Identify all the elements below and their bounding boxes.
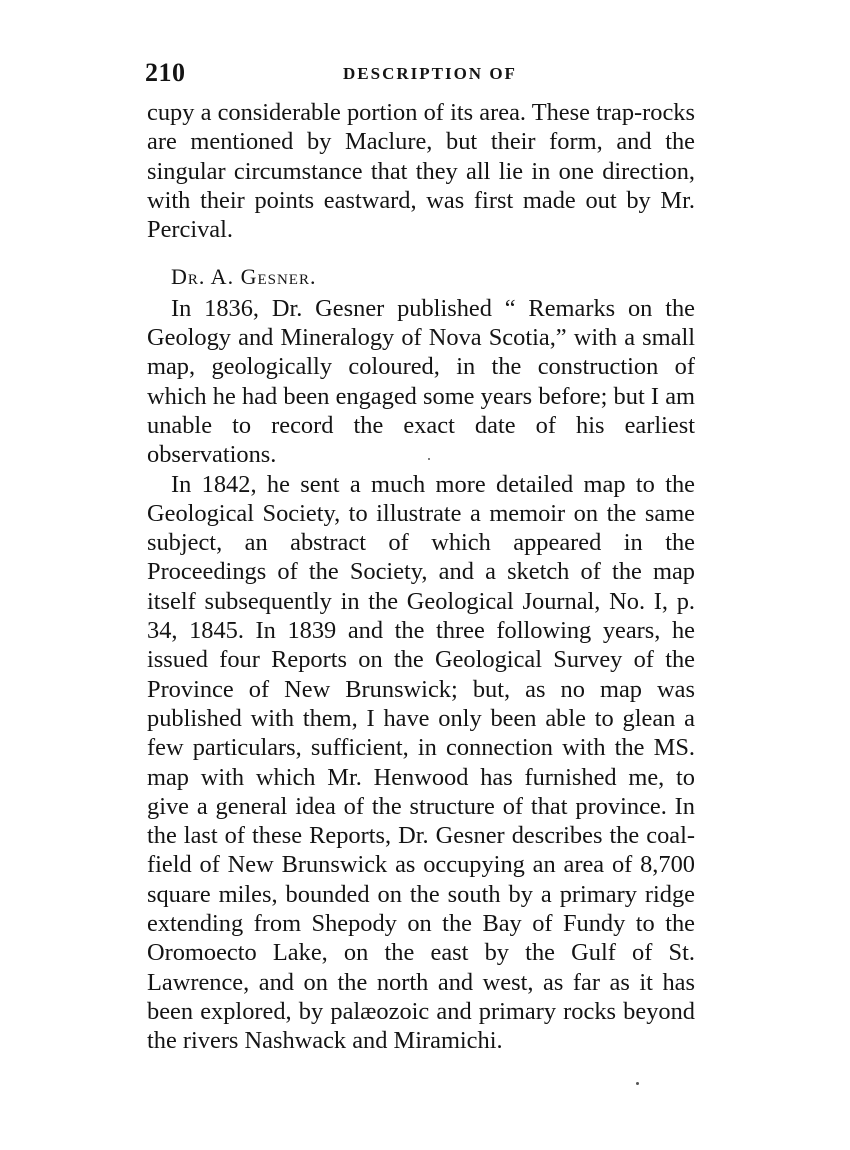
- body-text: [147, 98, 695, 1056]
- page-number: 210: [145, 58, 186, 87]
- running-header: [145, 58, 705, 90]
- paragraph-continuation: cupy a considerable portion of its area. These trap-rocks are mentioned by Maclure, but their form, and the singular circumstance that they all lie in one direction, with their points eastward, was first made out by Mr. Percival.: [147, 99, 695, 244]
- section-heading: Dr. A. Gesner.: [171, 264, 317, 290]
- paragraph-gesner-1842: In 1842, he sent a much more detailed map to the Geological Society, to illustrate a memoir on the same subject, an abstract of which appeared in the Proceedings of the Society, and a sketch of the map itself subsequently in the Geological Journal, No. I, p. 34, 1845. In 1839 and the three following years, he issued four Reports on the Geological Survey of the Province of New Brunswick; but, as no map was published with them, I have only been able to glean a few particulars, sufficient, in connection with the MS. map with which Mr. Henwood has furnished me, to give a general idea of the structure of that province. In the last of these Reports, Dr. Gesner describes the coal-field of New Brunswick as occupying an area of 8,700 square miles, bounded on the south by a primary ridge extending from Shepody on the Bay of Fundy to the Oromoecto Lake, on the east by the Gulf of St. Lawrence, and on the north and west, as far as it has been explored, by palæozoic and primary rocks beyond the rivers Nashwack and Miramichi.: [147, 470, 695, 1055]
- running-title: DESCRIPTION OF: [343, 64, 517, 83]
- paragraph-gesner-1836: In 1836, Dr. Gesner published “ Remarks on the Geology and Mineralogy of Nova Scotia,” with a small map, geologically coloured, in the construction of which he had been engaged some years before; but I am unable to record the exact date of his earliest observations.: [147, 294, 695, 469]
- stray-ink-dot: [428, 458, 430, 460]
- stray-ink-dot: [636, 1082, 639, 1085]
